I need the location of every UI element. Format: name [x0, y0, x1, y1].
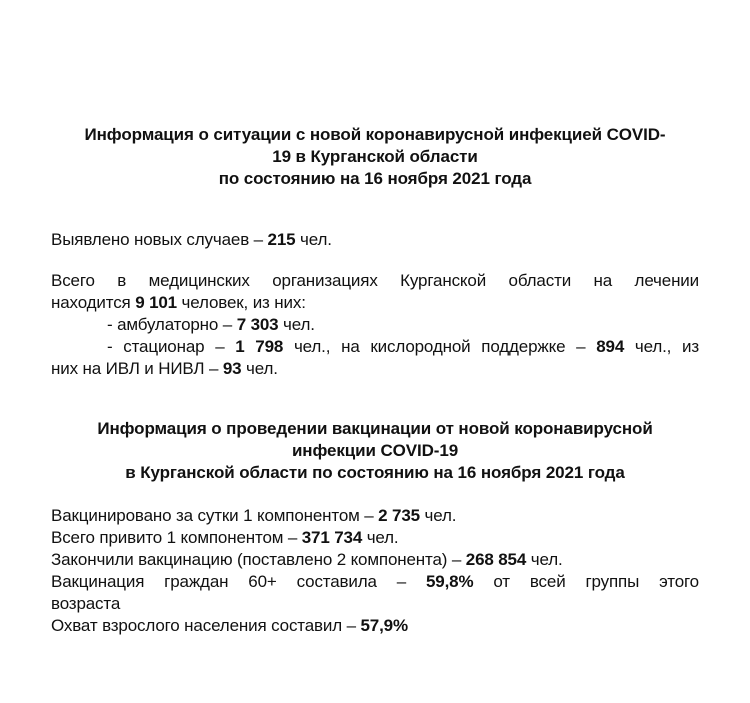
total-first-component-line [51, 527, 699, 549]
treatment-line-1: Всего в медицинских организациях Курганской области на лечении [51, 271, 699, 290]
daily-first-component-line [51, 505, 699, 527]
total-first-label: Всего привито 1 компонентом – [51, 528, 302, 547]
completed-label: Закончили вакцинацию (поставлено 2 компонента) – [51, 550, 466, 569]
daily-first-value: 2 735 [378, 506, 420, 525]
vaccination-stats [51, 505, 699, 637]
inpatient-label: - стационар – [107, 337, 236, 356]
heading-line: 19 в Курганской области [272, 147, 478, 166]
oxygen-label: чел., на кислородной поддержке – [283, 337, 597, 356]
outpatient-value: 7 303 [236, 315, 279, 334]
new-cases-paragraph [51, 229, 332, 251]
ventilation-label: них на ИВЛ и НИВЛ – [51, 359, 223, 378]
daily-first-unit: чел. [419, 506, 457, 525]
heading-line: Информация о ситуации с новой коронавирусной инфекцией COVID- [84, 125, 666, 144]
new-cases-label: Выявлено новых случаев – [51, 230, 268, 249]
inpatient-value: 1 798 [235, 337, 284, 356]
treatment-line-2 [51, 292, 699, 314]
outpatient-line [51, 314, 699, 336]
covid-situation-heading [51, 124, 699, 190]
total-first-value: 371 734 [301, 528, 363, 547]
oxygen-unit: чел., из [624, 337, 699, 356]
seniors-suffix: от всей группы этого [473, 572, 699, 591]
ventilation-line [51, 358, 699, 380]
heading-line: инфекции COVID-19 [291, 441, 459, 460]
adult-coverage-value: 57,9% [360, 616, 408, 635]
vaccination-heading [51, 418, 699, 484]
oxygen-value: 894 [596, 337, 625, 356]
total-first-unit: чел. [362, 528, 399, 547]
seniors-vaccination-line-2: возраста [51, 594, 121, 613]
new-cases-value: 215 [267, 230, 296, 249]
adult-coverage-label: Охват взрослого населения составил – [51, 616, 361, 635]
adult-coverage-line [51, 615, 699, 637]
treatment-total-label: находится [51, 293, 136, 312]
heading-line: по состоянию на 16 ноября 2021 года [218, 169, 532, 188]
treatment-total-unit: человек, из них: [176, 293, 306, 312]
completed-vaccination-line [51, 549, 699, 571]
outpatient-label: - амбулаторно – [107, 315, 237, 334]
completed-value: 268 854 [465, 550, 527, 569]
heading-line: Информация о проведении вакцинации от новой коронавирусной [97, 419, 653, 438]
seniors-value: 59,8% [426, 572, 474, 591]
ventilation-value: 93 [222, 359, 242, 378]
ventilation-unit: чел. [241, 359, 278, 378]
seniors-label: Вакцинация граждан 60+ составила – [51, 572, 426, 591]
treatment-total-value: 9 101 [135, 293, 177, 312]
treatment-paragraph [51, 270, 699, 380]
completed-unit: чел. [526, 550, 563, 569]
new-cases-unit: чел. [295, 230, 332, 249]
outpatient-unit: чел. [278, 315, 315, 334]
inpatient-line [51, 336, 699, 358]
daily-first-label: Вакцинировано за сутки 1 компонентом – [51, 506, 379, 525]
seniors-vaccination-line [51, 571, 699, 593]
heading-line: в Курганской области по состоянию на 16 ноября 2021 года [125, 463, 625, 482]
